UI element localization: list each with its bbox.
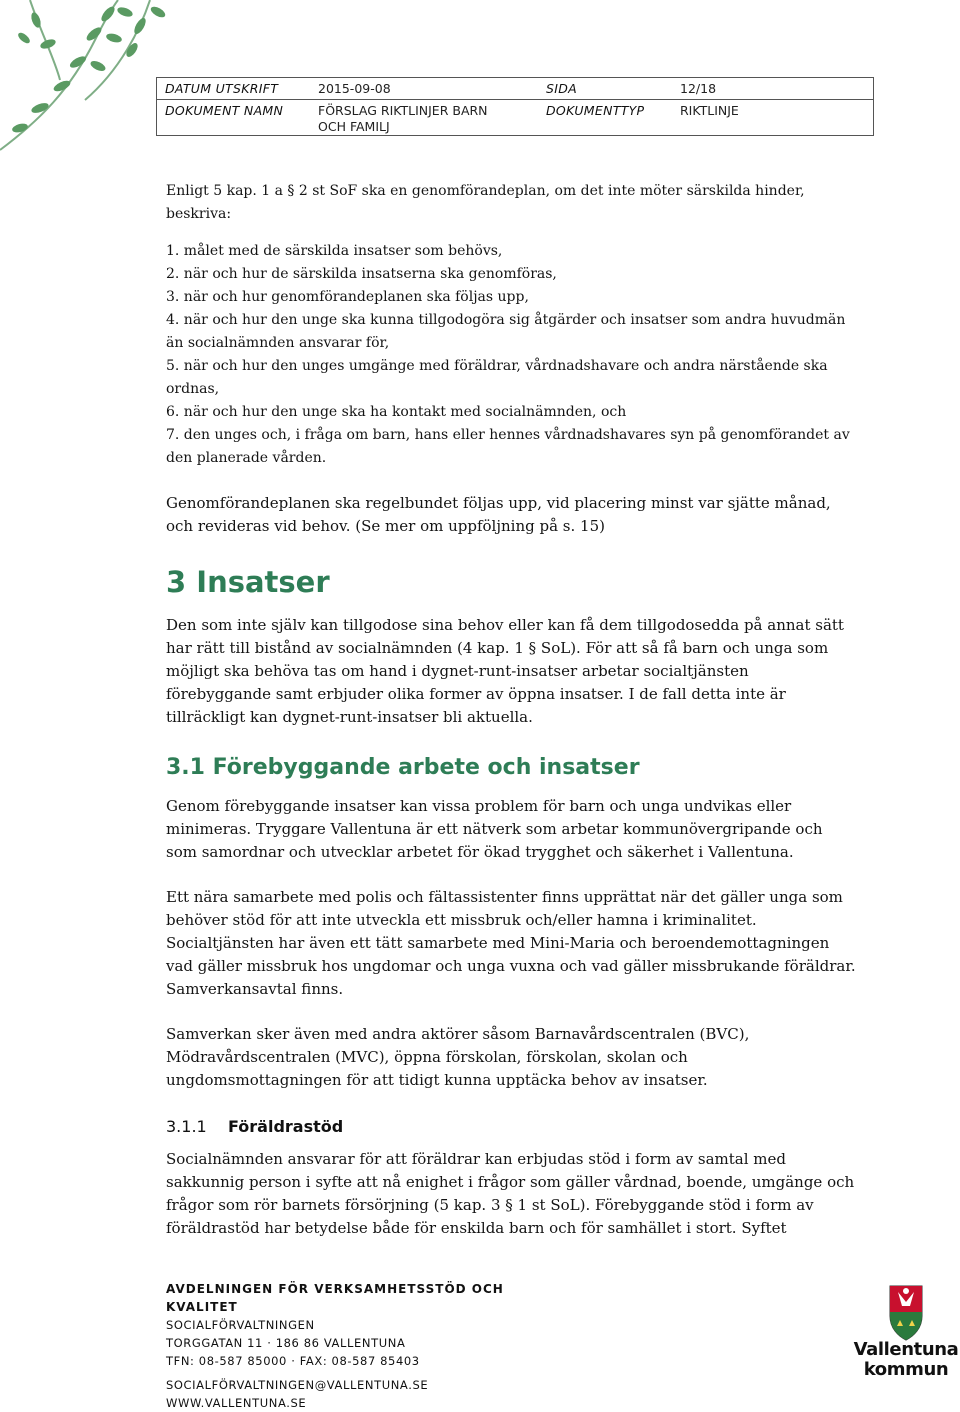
requirements-list [166,240,856,470]
document-name-line1: FÖRSLAG RIKTLINJER BARN [318,103,488,118]
forebyggande-paragraph-1: Genom förebyggande insatser kan vissa problem för barn och unga undvikas eller minimeras. Tryggare Vallentuna är ett nätverk som arbetar kommunövergripande och som samordnar och utvecklar arbetet för ökad trygghet och säkerhet i Vallentuna. [166,797,823,861]
date-label: DATUM UTSKRIFT [157,78,311,100]
subsubsection-heading-foraldrastod [166,1116,856,1138]
vallentuna-crest-icon [852,1282,960,1342]
document-name-value [310,100,538,136]
footer-address: TORGGATAN 11 · 186 86 VALLENTUNA [166,1336,406,1350]
heading-number: 3.1.1 [166,1117,207,1136]
footer-organization: SOCIALFÖRVALTNINGEN [166,1318,315,1332]
date-value: 2015-09-08 [310,78,538,100]
logo-line2: kommun [863,1359,949,1380]
list-item: 3. när och hur genomförandeplanen ska följas upp, [166,289,529,305]
page-label: SIDA [538,78,672,100]
page-value: 12/18 [672,78,874,100]
subsection-heading-forebyggande: 3.1 Förebyggande arbete och insatser [166,755,640,780]
intro-paragraph: Enligt 5 kap. 1 a § 2 st SoF ska en genomförandeplan, om det inte möter särskilda hinder, beskriva: [166,183,805,222]
list-item: 5. när och hur den unges umgänge med föräldrar, vårdnadshavare och andra närstående ska ordnas, [166,358,828,397]
logo-line1: Vallentuna [853,1339,959,1360]
footer-phone: TFN: 08-587 85000 · FAX: 08-587 85403 [166,1354,420,1368]
footer-web: WWW.VALLENTUNA.SE [166,1396,307,1410]
document-name-line2: OCH FAMILJ [318,119,390,134]
document-type-value: RIKTLINJE [680,103,739,118]
heading-title: Föräldrastöd [228,1117,344,1136]
footer-department: AVDELNINGEN FÖR VERKSAMHETSSTÖD OCH KVALITET [166,1282,504,1314]
list-item: 2. när och hur de särskilda insatserna ska genomföras, [166,266,557,282]
list-item: 4. när och hur den unge ska kunna tillgodogöra sig åtgärder och insatser som andra huvudmän än socialnämnden ansvarar för, [166,312,846,351]
vallentuna-logo-text [852,1340,960,1380]
footer-email: SOCIALFÖRVALTNINGEN@VALLENTUNA.SE [166,1378,429,1392]
page-footer [166,1280,546,1412]
section-heading-insatser: 3 Insatser [166,565,330,599]
document-type-label: DOKUMENTTYP [546,103,645,118]
insatser-paragraph: Den som inte själv kan tillgodose sina behov eller kan få dem tillgodosedda på annat sätt har rätt till bistånd av socialnämnden (4 kap. 1 § SoL). För att så få barn och unga som möjligt ska behöva tas om hand i dygnet-runt-insatser arbetar socialtjänsten förebyggande samt erbjuder olika former av öppna insatser. I de fall detta inte är tillräckligt kan dygnet-runt-insatser bli aktuella. [166,616,844,726]
document-name-label: DOKUMENT NAMN [165,103,284,118]
list-item: 1. målet med de särskilda insatser som behövs, [166,243,503,259]
document-header-table [156,77,874,136]
list-item: 7. den unges och, i fråga om barn, hans eller hennes vårdnadshavares syn på genomförandet av den planerade vården. [166,427,850,466]
list-item: 6. när och hur den unge ska ha kontakt med socialnämnden, och [166,404,627,420]
foraldrastod-paragraph: Socialnämnden ansvarar för att föräldrar kan erbjudas stöd i form av samtal med sakkunnig person i syfte att nå enighet i frågor som gäller vårdnad, boende, umgänge och frågor som rör barnets försörjning (5 kap. 3 § 1 st SoL). Förebyggande stöd i form av föräldrastöd har betydelse både för enskilda barn och för samhället i stort. Syftet [166,1150,855,1237]
forebyggande-paragraph-2: Ett nära samarbete med polis och fältassistenter finns upprättat när det gäller unga som behöver stöd för att inte utveckla ett missbruk och/eller hamna i kriminalitet. Socialtjänsten har även ett tätt samarbete med Mini-Maria och beroendemottagningen vad gäller missbruk hos ungdomar och unga vuxna och vad gäller missbrukande föräldrar. Samverkansavtal finns. [166,888,856,998]
document-body [166,180,856,1240]
forebyggande-paragraph-3: Samverkan sker även med andra aktörer såsom Barnavårdscentralen (BVC), Mödravårdscentralen (MVC), öppna förskolan, förskolan, skolan och ungdomsmottagningen för att tidigt kunna upptäcka behov av insatser. [166,1025,750,1089]
followup-paragraph: Genomförandeplanen ska regelbundet följas upp, vid placering minst var sjätte månad, och revideras vid behov. (Se mer om uppföljning på s. 15) [166,494,831,535]
